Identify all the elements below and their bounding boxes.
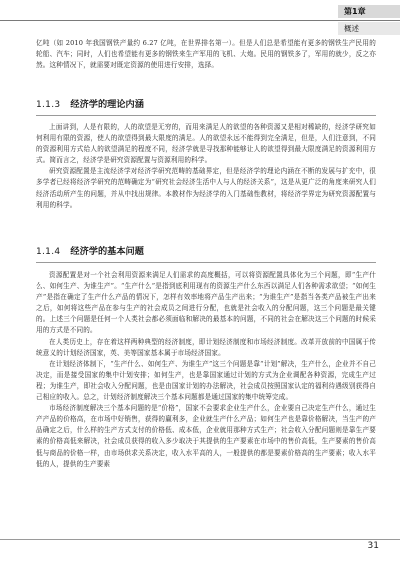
intro-block bbox=[36, 38, 376, 71]
paragraph: 在计划经济体制下，“生产什么、如何生产、为谁生产”这三个问题是靠“计划”解决，生产什么，企业并不自己决定，而是接受国家的集中计划安排；如何生产，也是靠国家通过计划的方式为企业调配各种资源，完成生产过程；为谁生产，即社会收入分配问题，也是由国家计划的办法解决，社会成员按照国家认定的福利待遇级别获得自己相应的收入。总之，计划经济制度解决三个基本问题都是通过国家的集中统筹完成。 bbox=[36, 359, 376, 402]
paragraph: 在人类历史上，存在着这样两种典型的经济制度，即计划经济制度和市场经济制度。改革开放前的中国属于传统意义的计划经济国家，英、美等国家基本属于市场经济国家。 bbox=[36, 337, 376, 357]
section-tab: 概述 bbox=[338, 22, 400, 35]
intro-paragraph: 亿吨（如 2010 年我国钢铁产量约 6.27 亿吨，在世界排名第一）。但是人们总是希望能有更多的钢铁生产民用的轮船、汽车；同时，人们也希望能有更多的钢铁来生产军用的飞机、大炮。民用的钢铁多了，军用的就少，反之亦然。这种情况下，就需要对既定资源的使用进行安排，选择。 bbox=[36, 39, 376, 70]
section-heading-1-1-4 bbox=[36, 242, 376, 262]
section-title: 经济学的基本问题 bbox=[70, 246, 144, 257]
paragraph: 研究资源配置是主流经济学对经济学研究范畴的基础界定，但是经济学的理论内涵在不断的发展与扩充中，很多学者已经将经济学研究的范畴确定为“研究社会经济生活中人与人的经济关系”，这是从更广泛的角度来研究人们经济活动所产生的问题，并从中找出规律。本教材作为经济学的入门基础性教材，将经济学界定为研究资源配置与利用的科学。 bbox=[36, 167, 376, 209]
footer-rule bbox=[0, 539, 400, 540]
section-rule bbox=[36, 262, 376, 263]
chapter-tab: 第1章 bbox=[338, 5, 400, 18]
paragraph: 上面讲到，人是有限的，人的欲望是无穷的，而用来满足人的欲望的各种资源又是相对稀缺的，经济学研究如何利用有限的资源，使人的欲望得到最大限度的满足。人的欲望永远不能得到完全满足，但是，人们注意到，不同的资源利用方式给人的欲望满足的程度不同，经济学就是寻找那种能够让人的欲望得到最大限度满足的资源利用方式。简而言之，经济学是研究资源配置与资源利用的科学。 bbox=[36, 123, 376, 165]
section-1-1-3-body bbox=[36, 122, 376, 211]
paragraph: 资源配置是对一个社会利用资源来满足人们需求的高度概括，可以将资源配置具体化为三个问题，即“生产什么、如何生产、为谁生产”。“生产什么”是指到底利用现有的资源生产什么东西以满足人们各种需求欲望；“如何生产”是指在确定了生产什么产品的情况下，怎样有效率地将产品生产出来；“为谁生产”是指当各类产品被生产出来之后，如何将这些产品在参与生产的社会成员之间进行分配，也就是社会收入的分配问题，这三个问题是最关键的。上述三个问题是任何一个人类社会都必须面临和解决的最基本的问题，不同的社会在解决这三个问题的时候采用的方式是不同的。 bbox=[36, 271, 376, 335]
section-heading-1-1-3 bbox=[36, 95, 376, 115]
section-rule bbox=[36, 115, 376, 116]
paragraph: 市场经济制度解决三个基本问题的是“价格”，国家不会要求企业生产什么，企业要自己决定生产什么，通过生产产品的价格高，在市场中好销售，获得的赢利多，企业就生产什么产品；如何生产也是靠价格解决，当生产的产品确定之后，什么样的生产方式支付的价格低、成本低，企业就用那种方式生产；社会收入分配问题则是靠生产要素的价格高低来解决，社会成员获得的收入多少取决于其提供的生产要素在市场中的售价高低，生产要素的售价高低与商品的价格一样，由市场供求关系决定，收入水平高的人，一般提供的都是要素价格高的生产要素；收入水平低的人，提供的生产要素 bbox=[36, 404, 376, 468]
page-number: 31 bbox=[367, 541, 379, 551]
section-number: 1.1.4 bbox=[36, 247, 61, 257]
section-number: 1.1.3 bbox=[36, 100, 61, 110]
header-rule bbox=[0, 20, 400, 21]
section-title: 经济学的理论内涵 bbox=[70, 99, 144, 110]
section-1-1-4-body bbox=[36, 270, 376, 470]
